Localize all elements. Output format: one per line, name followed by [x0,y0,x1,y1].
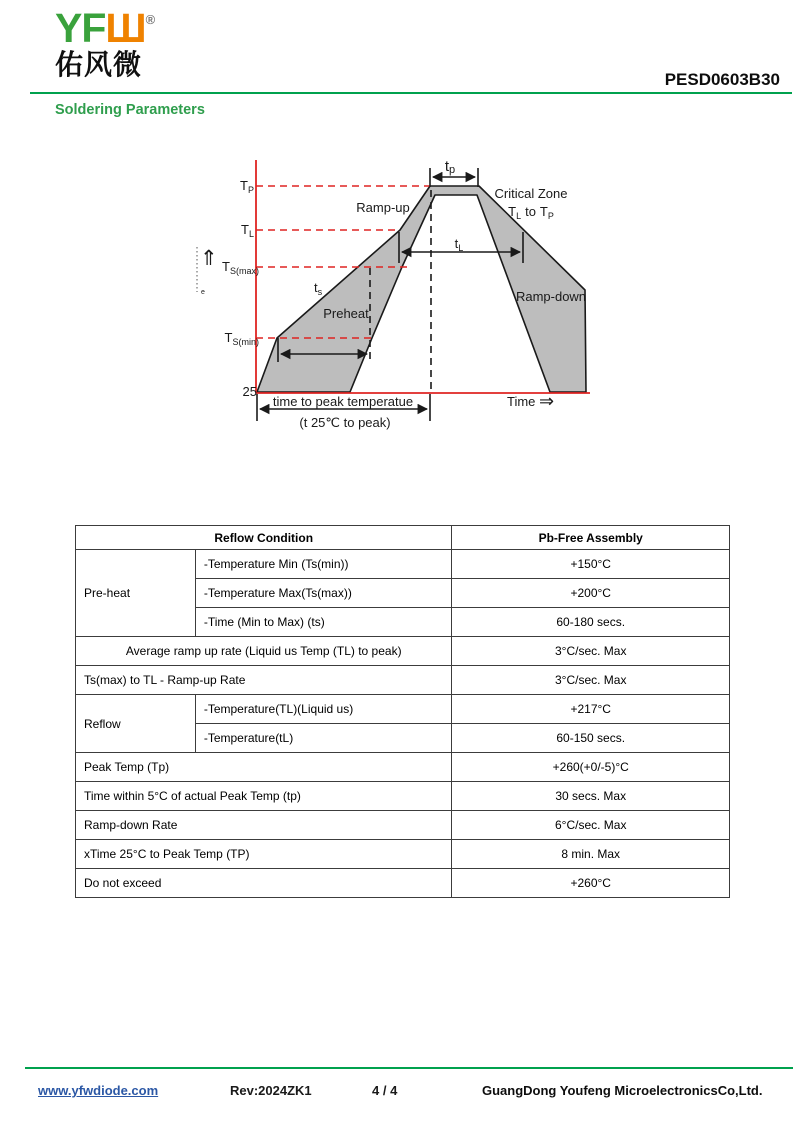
reflow-condition-table [75,525,730,898]
table-row [76,782,730,811]
logo-chinese-name: 佑风微 [55,49,143,80]
label-time-axis: Time [507,394,536,409]
param-cell: -Temperature Max(Ts(max)) [195,579,452,608]
part-number: PESD0603B30 [664,70,780,89]
table-header-row [76,526,730,550]
value-cell: 3°C/sec. Max [452,666,730,695]
label-tsmax: $T_{S(max)}$ [222,259,259,276]
label-critical-zone-range: $T_L$ to $T_P$ [508,204,554,221]
label-ramp-down: Ramp-down [515,289,587,304]
table-row [76,753,730,782]
time-axis-arrow-icon: ⇒ [539,391,555,411]
header-pbfree-assembly: Pb-Free Assembly [452,526,730,550]
value-cell: 8 min. Max [452,840,730,869]
label-preheat: Preheat [323,306,369,321]
value-cell: 60-180 secs. [452,608,730,637]
label-ts-interval: $t_s$ [313,280,323,297]
reflow-profile-diagram [180,140,620,440]
label-critical-zone: Critical Zone [494,186,568,201]
table-row [76,637,730,666]
label-tl-interval: $t_L$ [454,236,464,253]
param-cell: Average ramp up rate (Liquid us Temp (TL) to peak) [76,637,452,666]
header-divider [30,92,792,94]
value-cell: 3°C/sec. Max [452,637,730,666]
param-cell: -Time (Min to Max) (ts) [195,608,452,637]
label-tl: $T_L$ [241,222,254,239]
table-row [76,666,730,695]
table-row [76,840,730,869]
table-row [76,869,730,898]
website-link[interactable]: www.yfwdiode.com [38,1083,159,1098]
param-cell: Time within 5°C of actual Peak Temp (tp) [76,782,452,811]
logo-glyph: Ш [105,5,146,51]
value-cell: +150°C [452,550,730,579]
value-cell: +200°C [452,579,730,608]
header-reflow-condition: Reflow Condition [76,526,452,550]
param-cell: -Temperature(tL) [195,724,452,753]
label-tp: $T_P$ [240,178,254,195]
company-name: GuangDong Youfeng MicroelectronicsCo,Ltd. [482,1083,763,1098]
value-cell: 30 secs. Max [452,782,730,811]
param-cell: Ts(max) to TL - Ramp-up Rate [76,666,452,695]
label-origin-25: 25 [242,384,257,399]
company-logo [55,5,156,80]
revision-label: Rev:2024ZK1 [230,1083,312,1098]
value-cell: 60-150 secs. [452,724,730,753]
table-row [76,695,730,724]
page-number: 4 / 4 [372,1083,398,1098]
param-cell: -Temperature(TL)(Liquid us) [195,695,452,724]
param-cell: Ramp-down Rate [76,811,452,840]
temperature-axis-arrow-icon: ⇑ [200,247,218,270]
param-cell: xTime 25°C to Peak Temp (TP) [76,840,452,869]
group-preheat: Pre-heat [76,550,196,637]
param-cell: Peak Temp (Tp) [76,753,452,782]
param-cell: Do not exceed [76,869,452,898]
label-t25-to-peak: (t 25℃ to peak) [299,415,391,430]
value-cell: +217°C [452,695,730,724]
label-ramp-up: Ramp-up [356,200,410,215]
temperature-axis-mark: e [201,289,205,296]
value-cell: +260°C [452,869,730,898]
logo-latin: YF [55,5,106,51]
registered-mark-icon: ® [145,12,156,27]
page-title: Soldering Parameters [55,102,205,118]
value-cell: +260(+0/-5)°C [452,753,730,782]
group-reflow: Reflow [76,695,196,753]
label-time-to-peak: time to peak temperatue [272,394,414,409]
logo-wordmark [55,5,156,51]
label-tsmin: $T_{S(min)}$ [224,330,259,347]
table-row [76,550,730,579]
value-cell: 6°C/sec. Max [452,811,730,840]
label-tp-interval: tp [444,158,456,176]
footer-divider [25,1067,793,1069]
param-cell: -Temperature Min (Ts(min)) [195,550,452,579]
table-row [76,811,730,840]
